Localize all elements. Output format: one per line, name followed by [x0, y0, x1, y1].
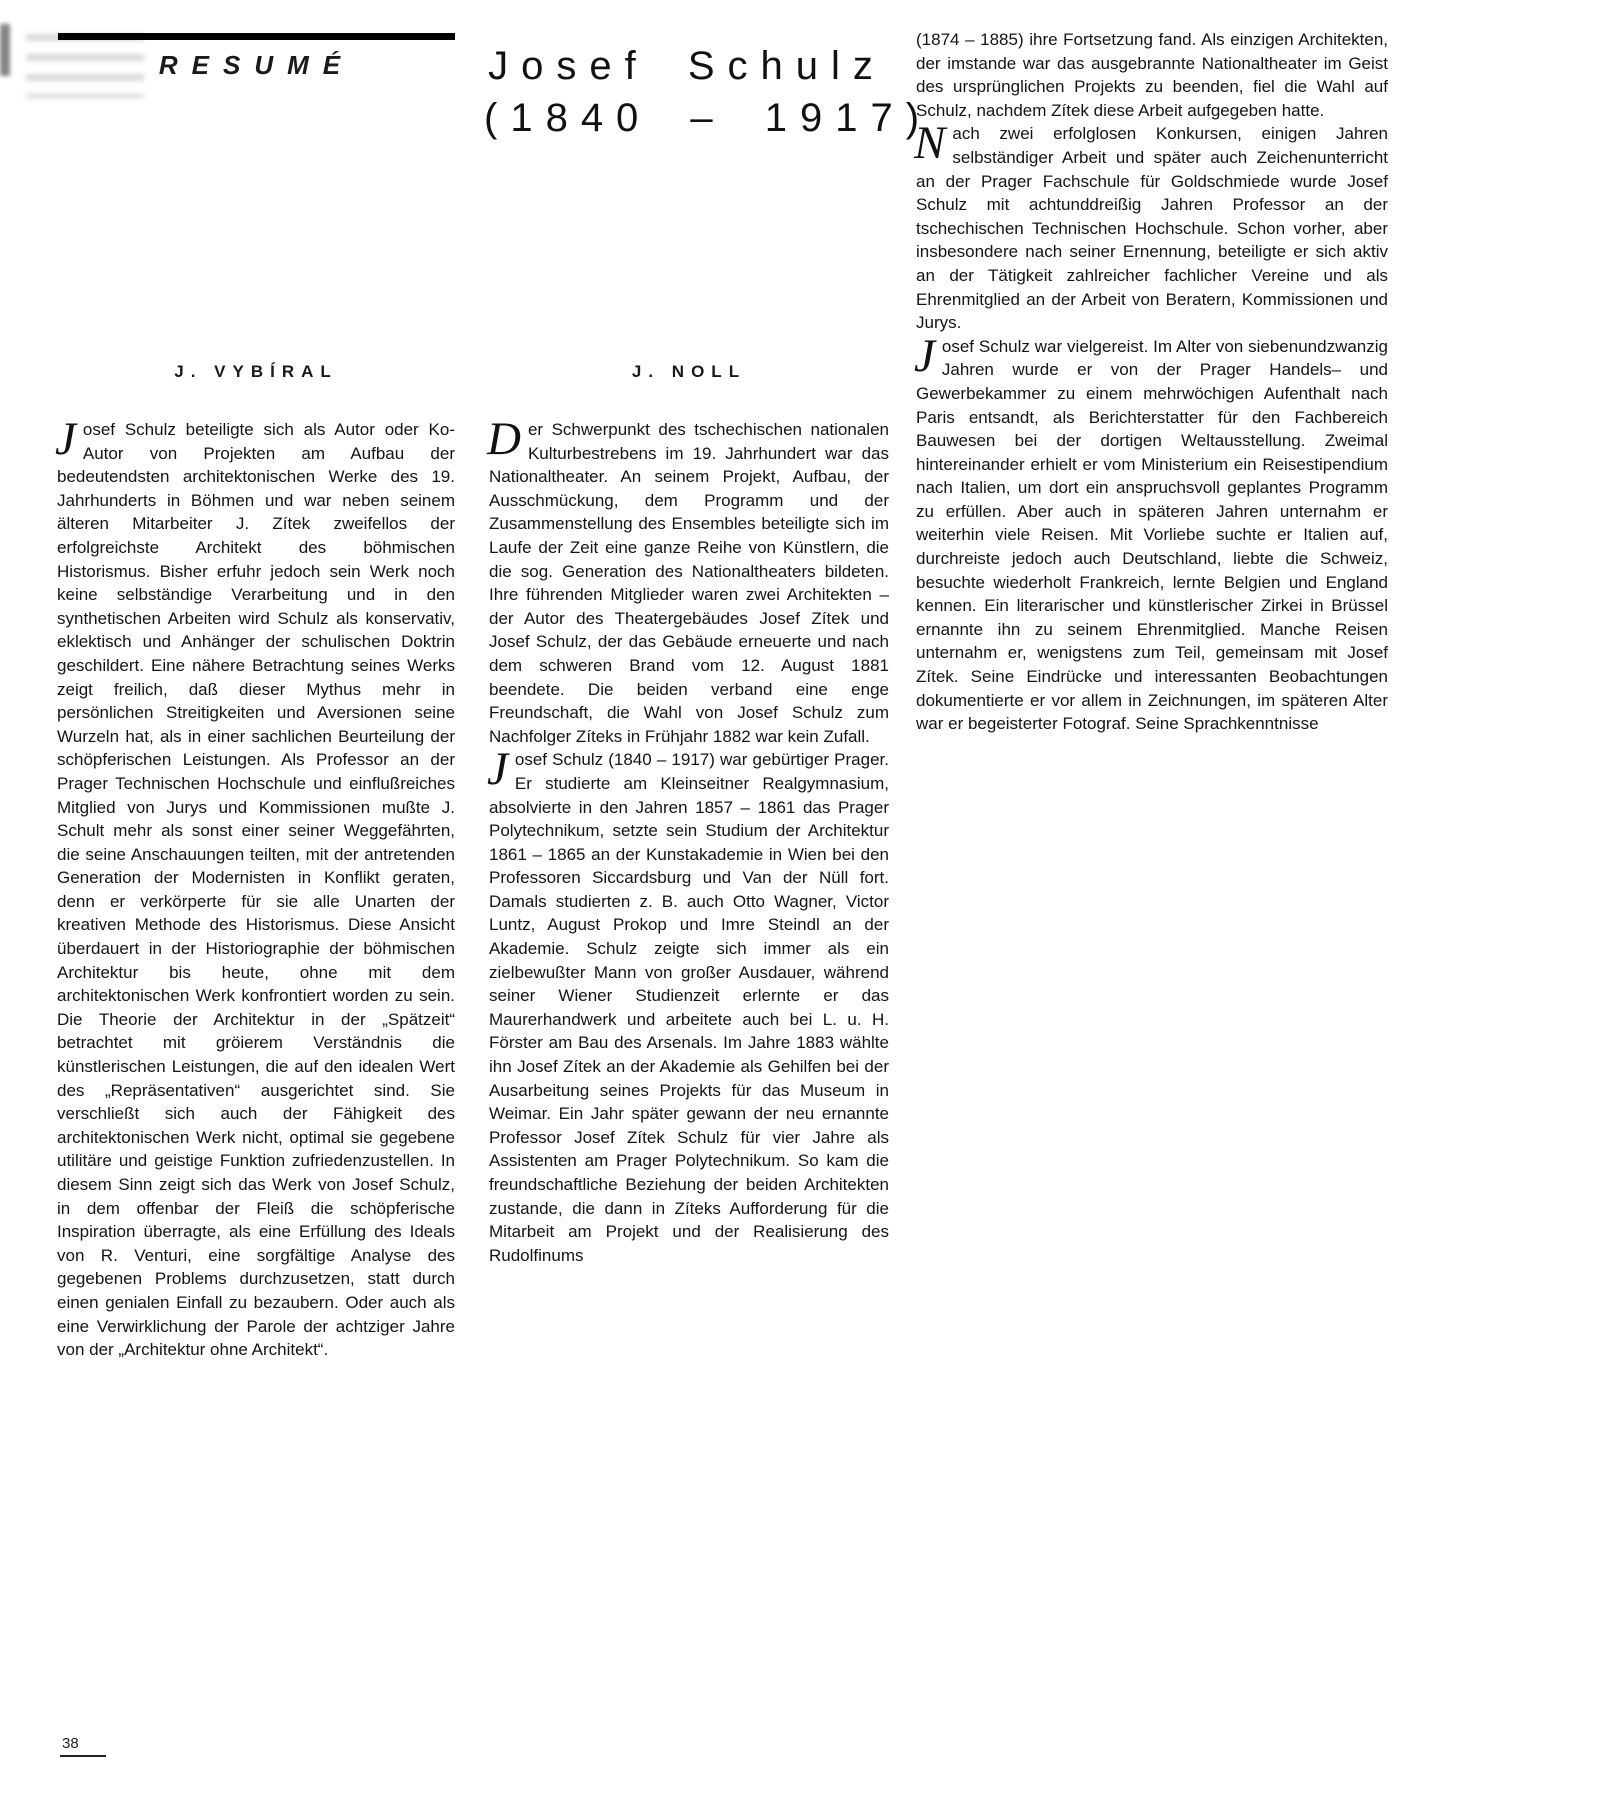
- author-heading-noll: J. NOLL: [631, 362, 747, 381]
- dropcap: N: [914, 117, 946, 170]
- title-name: Josef Schulz: [488, 44, 886, 88]
- paragraph: [914, 117, 1388, 334]
- paragraph: [487, 413, 889, 748]
- paragraph-text: osef Schulz (1840 – 1917) war gebürtiger Prager. Er studierte am Kleinseitner Realgymnasium, absolvierte in den Jahren 1857 – 1861 das Prager Polytechnikum, setzte sein Studium der Architektur 1861 – 1865 an der Kunstakademie in Wien bei den Professoren Siccardsburg und Van der Nüll fort. Damals studierten z. B. auch Otto Wagner, Victor Luntz, August Prokop und Imre Steindl an der Akademie. Schulz zeigte sich immer als ein zielbewußter Mann von großer Ausdauer, während seiner Wiener Studienzeit erlernte er das Maurerhandwerk und arbeitete auch bei L. u. H. Förster am Bau des Arsenals. Im Jahre 1883 wählte ihn Josef Zítek an der Akademie als Gehilfen bei der Ausarbeitung seines Projekts für das Museum in Weimar. Ein Jahr später gewann der neu ernannte Professor Josef Zítek Schulz für vier Jahre als Assistenten am Prager Polytechnikum. So kam die freundschaftliche Beziehung der beiden Architekten zustande, die dann in Zíteks Aufforderung für die Mitarbeit am Projekt und der Realisierung des Rudolfinums: [489, 750, 889, 1265]
- paragraph: [914, 329, 1388, 736]
- column-noll: [489, 362, 889, 1267]
- scan-artifact-edge: [0, 24, 10, 76]
- author-heading-vybiral: J. VYBÍRAL: [174, 362, 338, 381]
- paragraph-text: osef Schulz beteiligte sich als Autor oder Ko-Autor von Projekten am Aufbau der bedeutendsten architektonischen Werke des 19. Jahrhunderts in Böhmen und war neben seinem älteren Mitarbeiter J. Zítek zweifellos der erfolgreichste Architekt des böhmischen Historismus. Bisher erfuhr jedoch sein Werk noch keine selbständige Verarbeitung und in den synthetischen Arbeiten wird Schulz als konservativ, eklektisch und Anhänger der schulischen Doktrin geschildert. Eine nähere Betrachtung seines Werks zeigt freilich, daß dieser Mythus mehr in persönlichen Streitigkeiten und Aversionen seine Wurzeln hat, als in einer sachlichen Beurteilung der schöpferischen Leistungen. Als Professor an der Prager Technischen Hochschule und einflußreiches Mitglied von Jurys und Kommissionen mußte J. Schult mehr als sonst einer seiner Weggefährten, die seine Anschauungen teilten, mit der antretenden Generation der Modernisten in Konflikt geraten, denn er verkörperte für sie alle Unarten der kreativen Methode des Historismus. Diese Ansicht überdauert in der Historiographie der böhmischen Architektur bis heute, ohne mit dem architektonischen Werk konfrontiert worden zu sein. Die Theorie der Architektur in der „Spätzeit“ betrachtet mit gröierem Verständnis die künstlerischen Leistungen, die auf den idealen Wert des „Repräsentativen“ ausgerichtet sind. Sie verschließt sich auch der Fähigkeit des architektonischen Werk nicht, optimal sie gegebene utilitäre und geistige Funktion zufriedenzustellen. In diesem Sinn zeigt sich das Werk von Josef Schulz, in dem offenbar der Fleiß die schöpferische Inspiration überragte, als eine Erfüllung des Ideals von R. Venturi, eine sorgfältige Analyse des gegebenen Problems durchzusetzen, statt durch einen genialen Einfall zu bezaubern. Oder auch als eine Verwirklichung der Parole der achtziger Jahre von der „Architektur ohne Architekt“.: [57, 420, 455, 1360]
- section-rule: [58, 33, 455, 40]
- column-vybiral: [57, 362, 455, 1362]
- dropcap: J: [487, 743, 508, 796]
- paragraph-text: osef Schulz war vielgereist. Im Alter von siebenundzwanzig Jahren wurde er von der Prager Handels– und Gewerbekammer zu einem mehrwöchigen Aufenthalt nach Paris entsandt, als Berichterstatter für den Fachbereich Bauwesen bei der dortigen Weltausstellung. Zweimal hintereinander erhielt er vom Ministerium ein Reisestipendium nach Italien, um dort ein anspruchsvoll geplantes Programm zu erfüllen. Aber auch in späteren Jahren unternahm er weiterhin viele Reisen. Mit Vorliebe suchte er Italien auf, durchreiste jedoch auch Deutschland, liebte die Schweiz, besuchte wiederholt Frankreich, lernte Belgien und England kennen. Ein literarischer und künstlerischer Zirkei in Brüssel ernannte ihn zu seinem Ehrenmitglied. Manche Reisen unternahm er, wenigstens zum Teil, gemeinsam mit Josef Zítek. Seine Eindrücke und interessanten Beobachtungen dokumentierte er vor allem in Zeichnungen, im späteren Alter war er begeisterter Fotograf. Seine Sprachkenntnisse: [916, 336, 1388, 734]
- article-title: [484, 40, 933, 144]
- paragraph-text: er Schwerpunkt des tschechischen nationalen Kulturbestrebens im 19. Jahrhundert war das Nationaltheater. An seinem Projekt, Aufbau, der Ausschmückung, dem Programm und der Zusammenstellung des Ensembles beteiligte sich im Laufe der Zeit eine ganze Reihe von Künstlern, die die sog. Generation des Nationaltheaters bildeten. Ihre führenden Mitglieder waren zwei Architekten – der Autor des Theatergebäudes Josef Zítek und Josef Schulz, der das Gebäude erneuerte und nach dem schweren Brand vom 12. August 1881 beendete. Die beiden verband eine enge Freundschaft, die Wahl von Josef Schulz zum Nachfolger Zíteks in Frühjahr 1882 war kein Zufall.: [489, 420, 889, 746]
- dropcap: D: [487, 413, 521, 465]
- title-years: (1840 – 1917): [484, 96, 933, 140]
- dropcap: J: [55, 413, 76, 465]
- paragraph-text: ach zwei erfolglosen Konkursen, einigen Jahren selbständiger Arbeit und später auch Zeichenunterricht an der Prager Fachschule für Goldschmiede wurde Josef Schulz mit achtunddreißig Jahren Professor an der tschechischen Technischen Hochschule. Schon vorher, aber insbesondere nach seiner Ernennung, beteiligte er sich aktiv an der Tätigkeit zahlreicher fachlicher Vereine und als Ehrenmitglied an der Arbeit von Beratern, Kommissionen und Jurys.: [916, 124, 1388, 333]
- paragraph: [55, 413, 455, 1362]
- paragraph-text: (1874 – 1885) ihre Fortsetzung fand. Als einzigen Architekten, der imstande war das ausgebrannte Nationaltheater im Geist des ursprünglichen Projekts zu beenden, fiel die Wahl auf Schulz, nachdem Zítek diese Arbeit aufgegeben hatte.: [916, 30, 1388, 120]
- paragraph: [487, 743, 889, 1267]
- dropcap: J: [914, 329, 935, 382]
- section-label: RESUMÉ: [158, 50, 355, 80]
- column-continuation: [916, 28, 1388, 736]
- page-number-text: 38: [60, 1735, 106, 1757]
- page-number: [60, 1735, 106, 1757]
- paragraph: [916, 28, 1388, 122]
